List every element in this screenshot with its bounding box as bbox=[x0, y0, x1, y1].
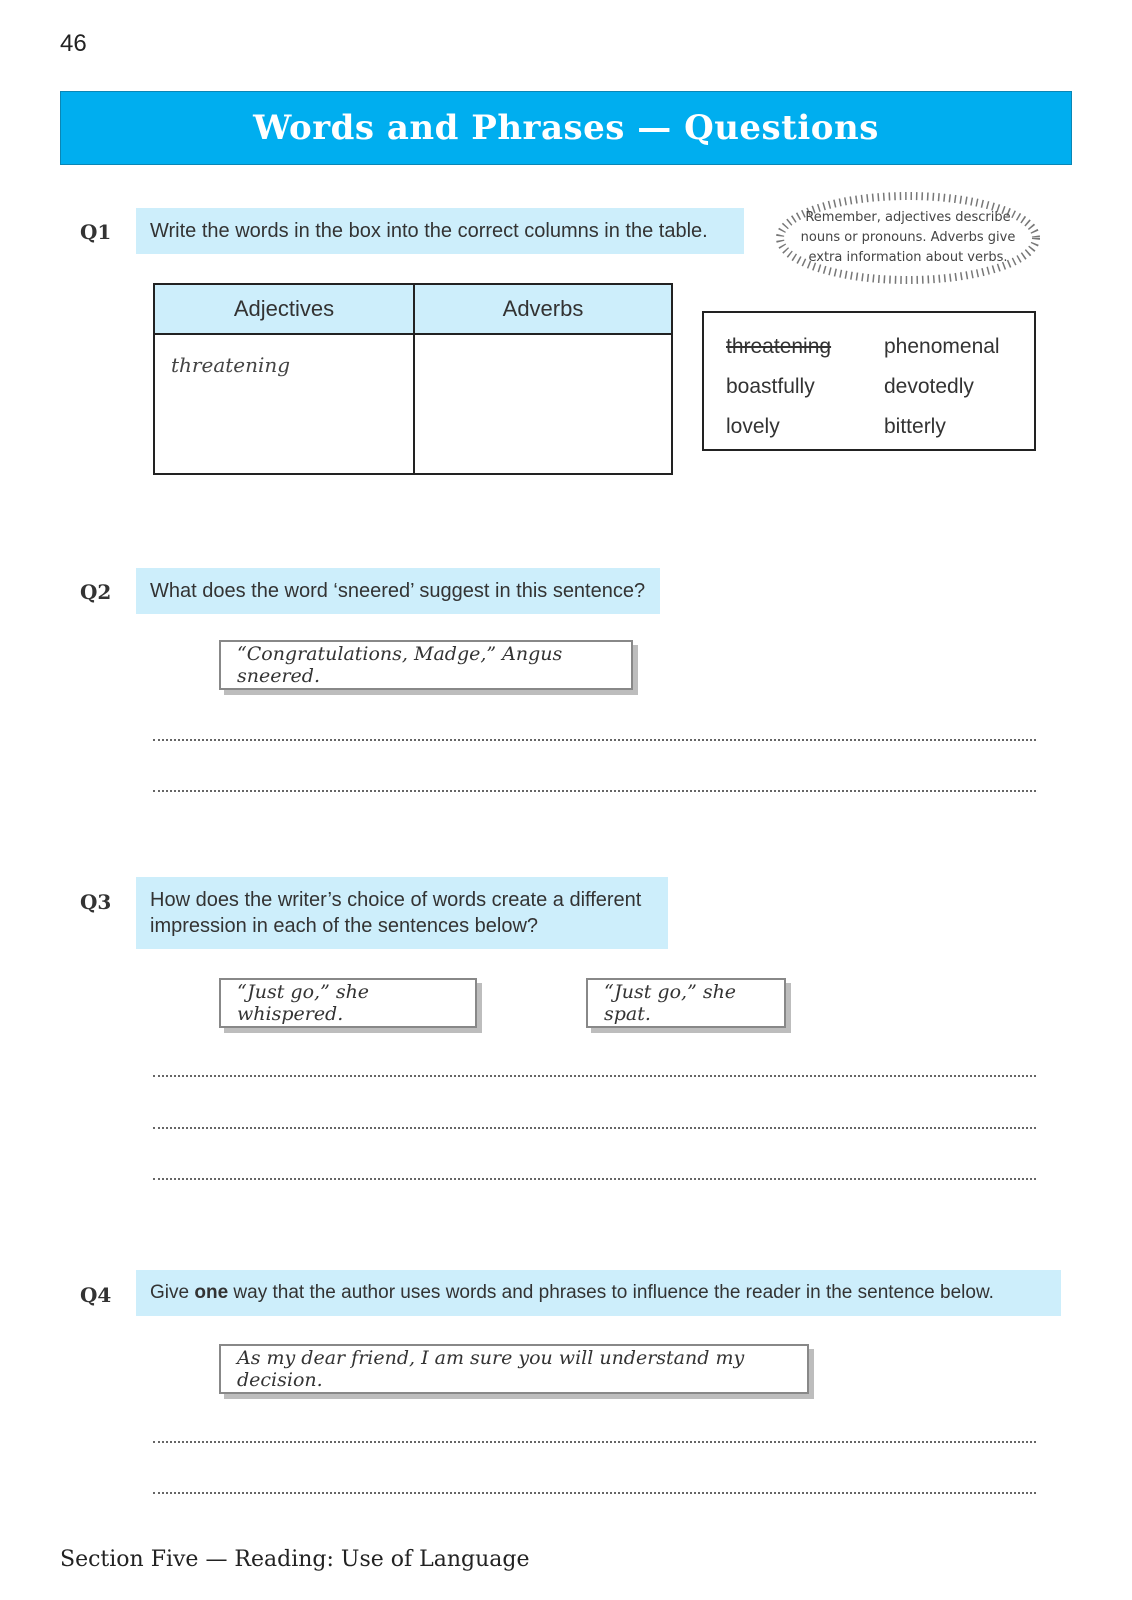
tip-line-3: extra information about verbs. bbox=[808, 250, 1008, 265]
q1-prompt: Write the words in the box into the correct columns in the table. bbox=[136, 208, 744, 254]
q3-answer-line-3[interactable] bbox=[153, 1178, 1036, 1180]
q3-number: Q3 bbox=[80, 890, 112, 914]
q3-answer-line-2[interactable] bbox=[153, 1127, 1036, 1129]
q2-answer-line-2[interactable] bbox=[153, 790, 1036, 792]
q4-answer-line-2[interactable] bbox=[153, 1492, 1036, 1494]
word-box-item: threatening bbox=[726, 335, 832, 358]
word-box-item: boastfully bbox=[726, 375, 815, 398]
q3-quote-whispered: “Just go,” she whispered. bbox=[219, 978, 477, 1028]
q4-answer-line-1[interactable] bbox=[153, 1441, 1036, 1443]
q4-prompt bbox=[136, 1270, 1061, 1316]
q3-prompt-line-2: impression in each of the sentences below? bbox=[150, 915, 539, 937]
q4-number: Q4 bbox=[80, 1283, 112, 1307]
tip-bubble bbox=[776, 192, 1040, 284]
q2-prompt: What does the word ‘sneered’ suggest in this sentence? bbox=[136, 568, 660, 614]
q3-answer-line-1[interactable] bbox=[153, 1075, 1036, 1077]
q3-quote-spat: “Just go,” she spat. bbox=[586, 978, 786, 1028]
header-adjectives: Adjectives bbox=[233, 296, 335, 321]
header-adverbs: Adverbs bbox=[502, 296, 584, 321]
tip-line-2: nouns or pronouns. Adverbs give bbox=[800, 230, 1016, 245]
q2-number: Q2 bbox=[80, 580, 112, 604]
sort-table bbox=[153, 283, 673, 475]
q4-prompt-bold: one bbox=[194, 1282, 229, 1303]
q1-number: Q1 bbox=[80, 220, 112, 244]
page-title: Words and Phrases — Questions bbox=[253, 108, 879, 148]
word-box-item: bitterly bbox=[884, 415, 946, 438]
word-box-item: devotedly bbox=[884, 375, 974, 398]
q4-quote: As my dear friend, I am sure you will understand my decision. bbox=[219, 1344, 809, 1394]
q2-answer-line-1[interactable] bbox=[153, 739, 1036, 741]
q4-prompt-pre: Give bbox=[150, 1282, 195, 1303]
word-box-item: phenomenal bbox=[884, 335, 1000, 358]
word-box bbox=[702, 311, 1036, 451]
tip-line-1: Remember, adjectives describe bbox=[805, 210, 1011, 225]
page-number: 46 bbox=[60, 30, 87, 57]
q3-prompt bbox=[136, 877, 668, 949]
section-footer: Section Five — Reading: Use of Language bbox=[60, 1547, 530, 1572]
word-box-item: lovely bbox=[726, 415, 780, 438]
adverbs-cell[interactable] bbox=[415, 335, 671, 473]
adjectives-cell-entry[interactable]: threatening bbox=[171, 353, 291, 377]
title-banner bbox=[60, 91, 1072, 165]
q3-prompt-line-1: How does the writer’s choice of words create a different bbox=[150, 889, 642, 911]
q4-prompt-post: way that the author uses words and phrases to influence the reader in the sentence below. bbox=[228, 1282, 994, 1303]
q2-quote: “Congratulations, Madge,” Angus sneered. bbox=[219, 640, 633, 690]
